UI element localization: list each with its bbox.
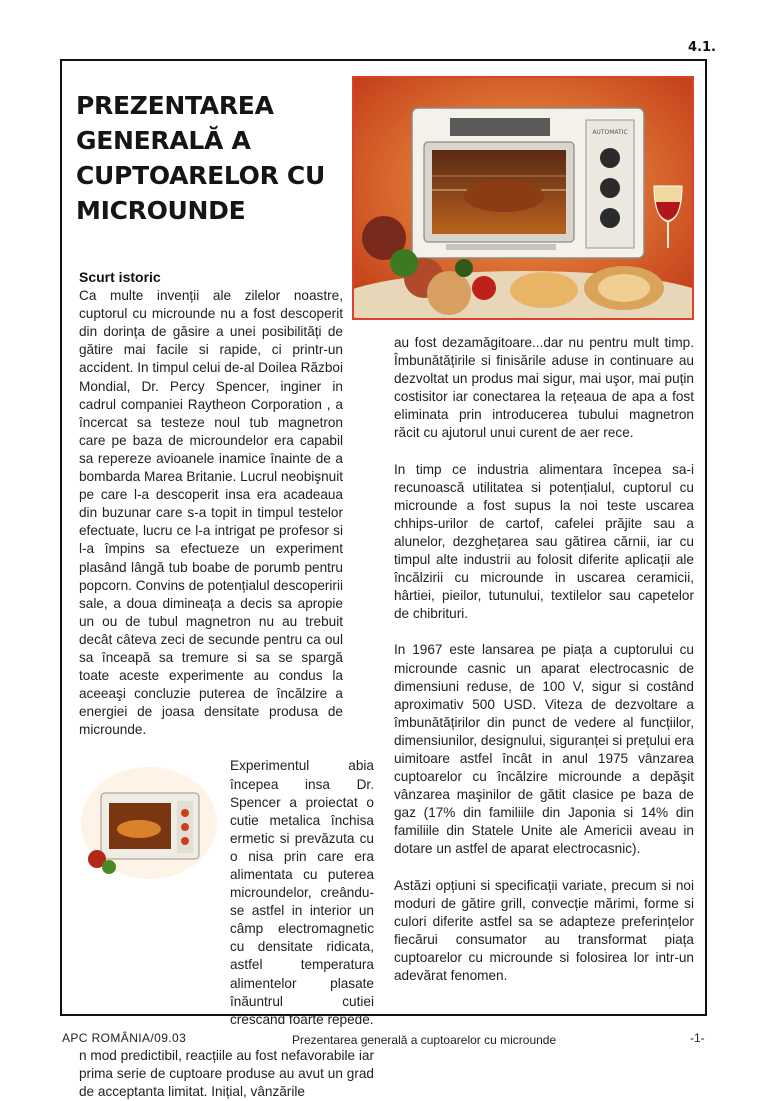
footer-title: Prezentarea generală a cuptoarelor cu microunde [292,1033,557,1047]
history-paragraph-6: In 1967 este lansarea pe piața a cuptorului cu microunde casnic un aparat electrocasnic de dimensiuni reduse, de 100 V, sigur si costând aproximativ 500 USD. Viteza de dezvoltare a îmbunătățirilor din punct de vedere al funcțiilor, dimensiunilor, designului, siguranței si prețului era uimitoare astfel încât in anul 1975 vânzarea cuptoarelor cu încălzire microunde a depăşit vânzarea maşinilor de gătit clasice pe baza de gaz (17% din familiile din Japonia si 14% din familiile din Statele Unite ale Americii aveau in dotare un astfel de aparat electrocasnic). [394,642,694,857]
footer-publisher: APC ROMÂNIA/09.03 [62,1031,187,1045]
history-paragraph-3: n mod predictibil, reacțiile au fost nefavorabile iar prima serie de cuptoare produse au avut un grad de acceptanta limitat. Inițial, vânzările [79,1047,374,1100]
section-number: 4.1. [688,40,716,55]
history-paragraph-5: In timp ce industria alimentara începea sa-i recunoască utilitatea si potențialul, cuptorul cu microunde a fost supus la noi teste uscarea chhips-urilor de cartof, cafelei prăjite sau a alunelor, dezghețarea sau gătirea cărnii, iar cu timpul alte industrii au folosit diferite aplicații ale încălzirii cu microunde in uscarea ceramicii, hârtiei, pieilor, tutunului, textilelor sau capetelor de chibrituri. [394,461,694,622]
small-oven-image [79,763,219,883]
history-paragraph-7: Astăzi opțiuni si specificații variate, precum si noi moduri de gătire grill, convecție mărimi, forme si culori diferite astfel sa se adapteze preferințelor fiecărui consumator au transformat piața cuptoarelor cu microunde si folosirea lor intr-un adevărat fenomen. [394,877,694,983]
history-paragraph-1: Ca multe invenții ale zilelor noastre, cuptorul cu microunde nu a fost descoperit din dorința de găsire a unei posibilități de gătire mai facile si rapide, ci printr-un accident. In timpul celui de-al Doilea Război Mondial, Dr. Percy Spencer, inginer in cadrul companiei Raytheon Corporation , a încercat sa testeze noul tub magnetron care pe baza de microundelor era capabil sa repereze avioanele inamice înainte de a bombarda Marea Britanie. Lucrul neobişnuit pe care l-a descoperit insa era acadeaua din buzunar care s-a topit in timpul testelor efectuate, lucru ce l-a intrigat pe profesor si l-a împins sa efectueze un experiment plasând lângă tub boabe de porumb pentru popcorn. Convins de potențialul descoperirii sale, a doua dimineața a decis sa apropie un ou de tubul magnetron nu au trebuit decât câteva zeci de secunde pentru ca oul sa înceapă sa tremure si sa se spargă toate aceste experimente au condus la aceeaşi concluzie puterea de încălzire a energiei de joasa densitate produsa de microunde. [79,288,343,738]
page-number: -1- [690,1031,705,1045]
history-paragraph-4: au fost dezamăgitoare...dar nu pentru mult timp. Îmbunătățirile si finisările aduse in continuare au dezvoltat un produs mai sigur, mai uşor, mai puțin costisitor iar conectarea la rețeaua de apa a fost eliminata prin introducerea tubului magnetron răcit cu ajutorul unui curent de aer rece. [394,335,694,441]
hero-brand-label: AUTOMATIC [592,129,628,136]
page-title: PREZENTAREA GENERALĂ A CUPTOARELOR CU MICROUNDE [76,91,325,225]
section-subheading: Scurt istoric [79,269,161,285]
right-column [394,334,694,985]
hero-microwave-photo [352,76,694,320]
history-paragraph-2: Experimentul abia începea insa Dr. Spencer a proiectat o cutie metalica închisa ermetic si prevăzuta cu o nisa prin care era alimentata cu puterea microundelor, creându-se astfel in interior un câmp electromagnetic cu densitate ridicata, astfel temperatura alimentelor plasate înăuntrul cutiei crescând foarte repede. [230,758,374,1027]
left-column [79,268,374,1101]
experiment-block [79,757,374,1028]
